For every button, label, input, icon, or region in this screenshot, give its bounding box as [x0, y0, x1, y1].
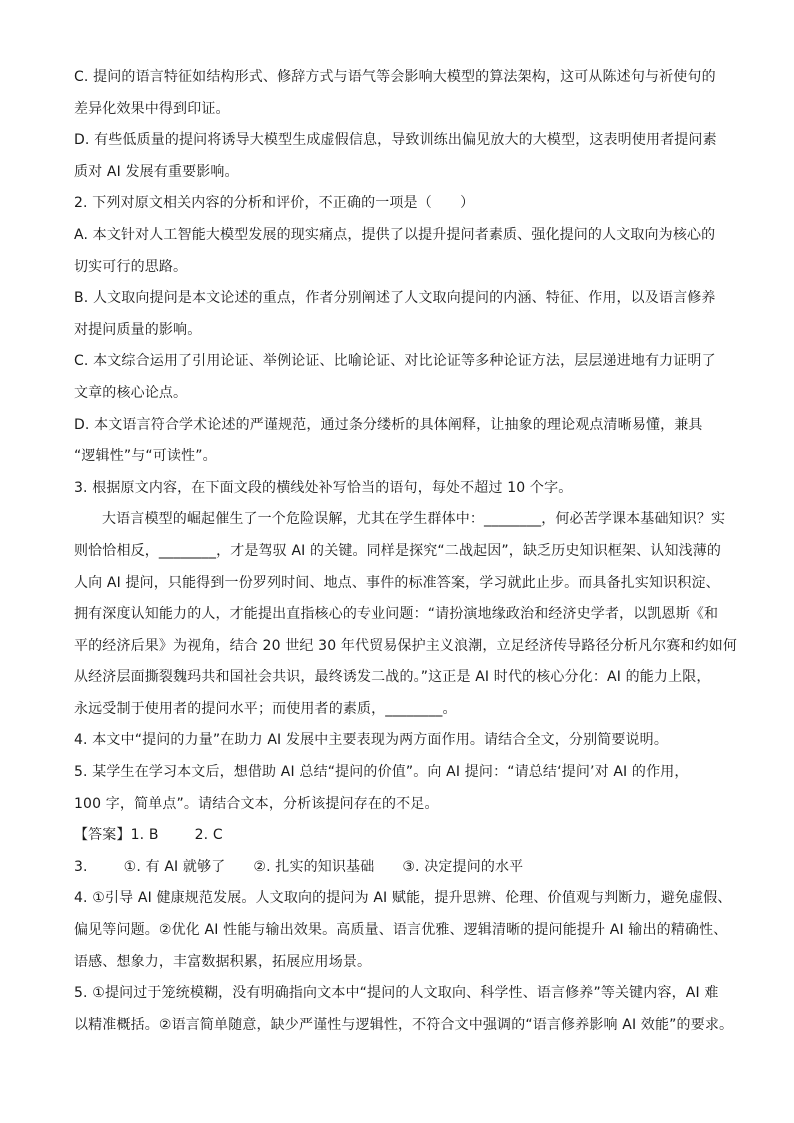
q1-option-c-line2: 差异化效果中得到印证。 — [74, 100, 230, 117]
q5-stem-line1: 5. 某学生在学习本文后，想借助 AI 总结“提问的价值”。向 AI 提问：“请总结‘提问’对 AI 的作用， — [74, 764, 689, 781]
q3-passage-line3: 人向 AI 提问，只能得到一份罗列时间、地点、事件的标准答案，学习就此止步。而具备扎实知识积淀、 — [74, 574, 720, 591]
answer-5-line1: 5. ①提问过于笼统模糊，没有明确指向文本中“提问的人文取向、科学性、语言修养”等关键内容，AI 难 — [74, 985, 719, 1002]
q1-option-c-line1: C. 提问的语言特征如结构形式、修辞方式与语气等会影响大模型的算法架构，这可从陈述句与祈使句的 — [74, 69, 716, 85]
q3-passage-line4: 拥有深度认知能力的人，才能提出直指核心的专业问题：“请扮演地缘政治和经济史学者，以凯恩斯《和 — [74, 606, 719, 623]
q1-option-d-line1: D. 有些低质量的提问将诱导大模型生成虚假信息，导致训练出偏见放大的大模型，这表明使用者提问素 — [74, 132, 717, 149]
q4-stem: 4. 本文中“提问的力量”在助力 AI 发展中主要表现为两方面作用。请结合全文，分别简要说明。 — [74, 732, 668, 749]
answer-4-line1: 4. ①引导 AI 健康规范发展。人文取向的提问为 AI 赋能，提升思辨、伦理、价值观与判断力，避免虚假、 — [74, 890, 732, 907]
answer-label: 【答案】 — [74, 827, 131, 844]
document-page — [74, 62, 738, 1041]
answer-4-line3: 语感、想象力，丰富数据积累，拓展应用场景。 — [74, 953, 372, 970]
q3-passage-line7: 永远受制于使用者的提问水平；而使用者的素质，________。 — [74, 700, 457, 717]
q1-option-d-line2: 质对 AI 发展有重要影响。 — [74, 163, 239, 180]
q3-passage-line2: 则恰恰相反，________，才是驾驭 AI 的关键。同样是探究“二战起因”，缺乏历史知识框架、认知浅薄的 — [74, 542, 722, 559]
q2-option-b-line2: 对提问质量的影响。 — [74, 321, 202, 338]
q3-passage-line1: 大语言模型的崛起催生了一个危险误解，尤其在学生群体中：________，何必苦学课本基础知识？实 — [102, 511, 726, 528]
q2-option-b-line1: B. 人文取向提问是本文论述的重点，作者分别阐述了人文取向提问的内涵、特征、作用，以及语言修养 — [74, 290, 716, 307]
answers-row-1-2 — [74, 820, 734, 852]
answer-3-blank-1: ①. 有 AI 就够了 — [123, 858, 226, 875]
q2-option-d-line2: “逻辑性”与“可读性”。 — [74, 448, 217, 465]
answer-4-line2: 偏见等问题。②优化 AI 性能与输出效果。高质量、语言优雅、逻辑清晰的提问能提升 AI 输出的精确性、 — [74, 922, 728, 939]
q2-option-d-line1: D. 本文语言符合学术论述的严谨规范，通过条分缕析的具体阐释，让抽象的理论观点清晰易懂，兼具 — [74, 416, 703, 433]
q2-option-c-line2: 文章的核心论点。 — [74, 384, 188, 401]
answer-3-blank-3: ③. 决定提问的水平 — [402, 858, 524, 875]
answer-3-row — [74, 852, 734, 884]
q5-stem-line2: 100 字，简单点”。请结合文本，分析该提问存在的不足。 — [74, 795, 439, 812]
q2-option-a-line2: 切实可行的思路。 — [74, 258, 188, 275]
q3-passage-line6: 从经济层面撕裂魏玛共和国社会共识，最终诱发二战的。”这正是 AI 时代的核心分化：AI 的能力上限， — [74, 669, 711, 686]
q2-option-c-line1: C. 本文综合运用了引用论证、举例论证、比喻论证、对比论证等多种论证方法，层层递进地有力证明了 — [74, 353, 716, 370]
answer-3-blank-2: ②. 扎实的知识基础 — [253, 858, 375, 875]
answer-5-line2: 以精准概括。②语言简单随意，缺少严谨性与逻辑性，不符合文中强调的“语言修养影响 AI 效能”的要求。 — [74, 1016, 734, 1033]
q3-passage-line5: 平的经济后果》为视角，结合 20 世纪 30 年代贸易保护主义浪潮，立足经济传导路径分析凡尔赛和约如何 — [74, 637, 738, 654]
q2-option-a-line1: A. 本文针对人工智能大模型发展的现实痛点，提供了以提升提问者素质、强化提问的人文取向为核心的 — [74, 226, 716, 243]
answer-2: 2. C — [194, 827, 223, 844]
answer-3-number: 3. — [74, 858, 88, 875]
q2-stem: 2. 下列对原文相关内容的分析和评价，不正确的一项是（ ） — [74, 195, 475, 212]
q3-stem: 3. 根据原文内容，在下面文段的横线处补写恰当的语句，每处不超过 10 个字。 — [74, 479, 573, 496]
answer-1: 1. B — [130, 827, 159, 844]
